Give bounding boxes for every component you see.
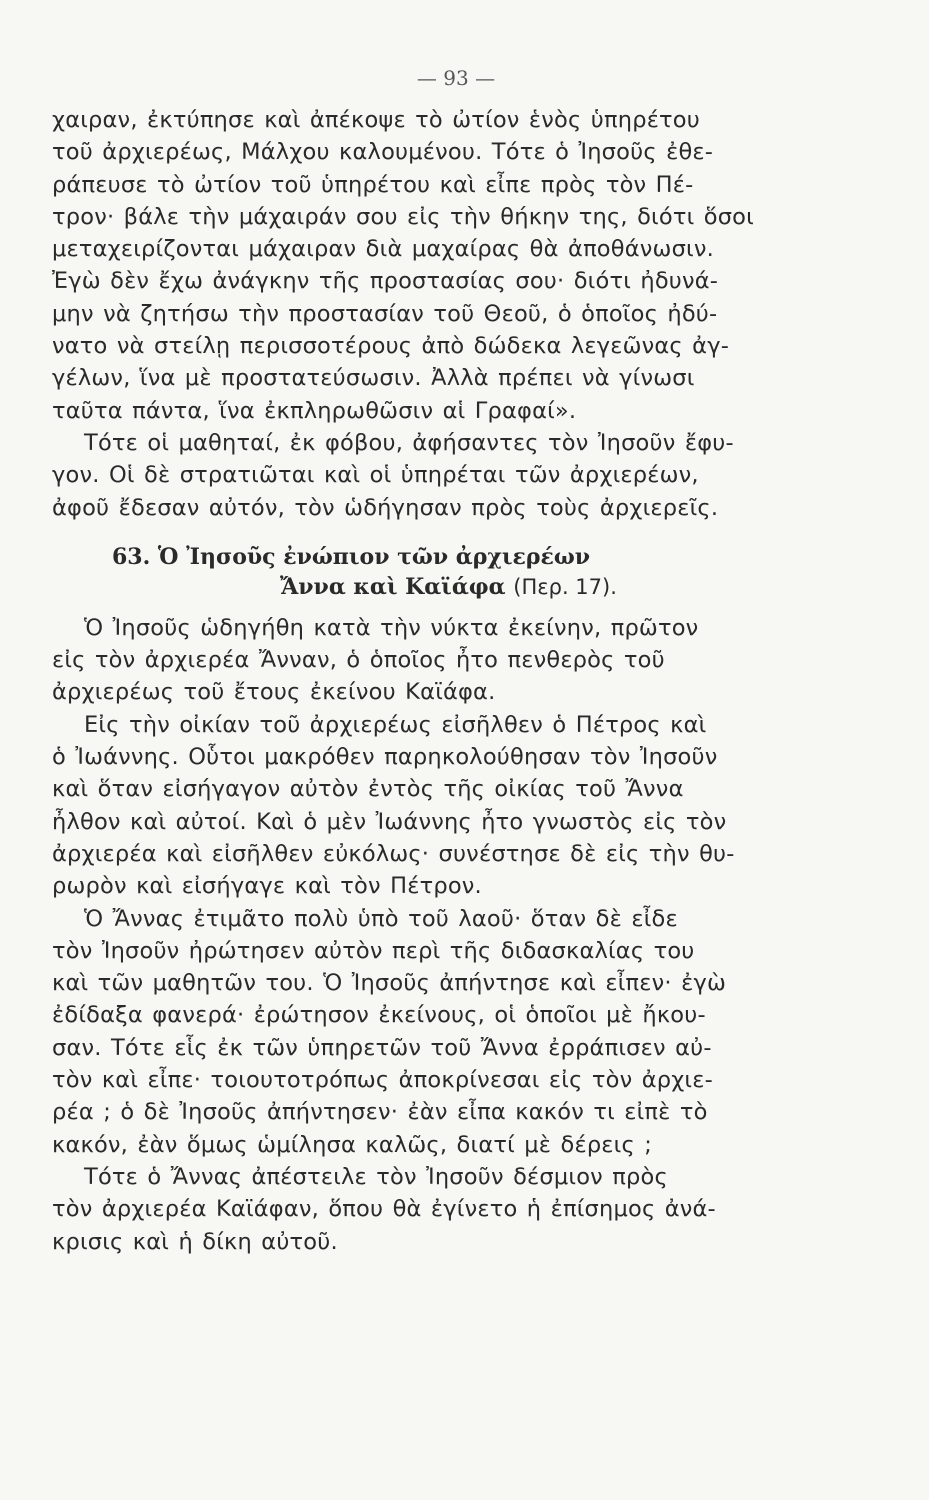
text-line: τοῦ ἀρχιερέως, Μάλχου καλουμένου. Τότε ὁ Ἰησοῦς ἐθε- bbox=[52, 139, 714, 166]
section-reference: (Περ. 17). bbox=[513, 574, 617, 599]
header-gap bbox=[52, 96, 832, 104]
text-line: τὸν Ἰησοῦν ἠρώτησεν αὐτὸν περὶ τῆς διδασκαλίας του bbox=[52, 937, 695, 964]
section-heading bbox=[52, 542, 832, 602]
paragraph bbox=[52, 612, 832, 709]
paragraph bbox=[52, 903, 832, 1161]
text-line: εἰς τὸν ἀρχιερέα Ἄνναν, ὁ ὁποῖος ἦτο πενθερὸς τοῦ bbox=[52, 647, 665, 674]
text-line: Τότε οἱ μαθηταί, ἐκ φόβου, ἀφήσαντες τὸν Ἰησοῦν ἔφυ- bbox=[84, 429, 734, 456]
text-before-heading bbox=[52, 104, 832, 524]
page-number: — 93 — bbox=[416, 66, 496, 90]
text-line: Ὁ Ἰησοῦς ὡδηγήθη κατὰ τὴν νύκτα ἐκείνην, πρῶτον bbox=[84, 614, 699, 641]
section-heading-line-1: 63. Ὁ Ἰησοῦς ἐνώπιον τῶν ἀρχιερέων bbox=[112, 543, 591, 570]
text-line: τρον· βάλε τὴν μάχαιράν σου εἰς τὴν θήκην της, διότι ὅσοι bbox=[52, 203, 754, 230]
section-heading-names: Ἄννα καὶ Καϊάφα bbox=[280, 573, 506, 600]
text-line: τὸν ἀρχιερέα Καϊάφαν, ὅπου θὰ ἐγίνετο ἡ ἐπίσημος ἀνά- bbox=[52, 1196, 716, 1223]
text-line: Εἰς τὴν οἰκίαν τοῦ ἀρχιερέως εἰσῆλθεν ὁ Πέτρος καὶ bbox=[84, 711, 707, 738]
paragraph bbox=[52, 1161, 832, 1258]
text-line: γον. Οἱ δὲ στρατιῶται καὶ οἱ ὑπηρέται τῶν ἀρχιερέων, bbox=[52, 462, 699, 489]
text-line: νατο νὰ στείλῃ περισσοτέρους ἀπὸ δώδεκα λεγεῶνας ἀγ- bbox=[52, 333, 730, 360]
text-line: ταῦτα πάντα, ἵνα ἐκπληρωθῶσιν αἱ Γραφαί». bbox=[52, 397, 577, 424]
text-line: ὁ Ἰωάννης. Οὗτοι μακρόθεν παρηκολούθησαν τὸν Ἰησοῦν bbox=[52, 744, 718, 771]
text-line: ἐδίδαξα φανερά· ἐρώτησον ἐκείνους, οἱ ὁποῖοι μὲ ἤκου- bbox=[52, 1002, 706, 1029]
text-line: ἦλθον καὶ αὐτοί. Καὶ ὁ μὲν Ἰωάννης ἦτο γνωστὸς εἰς τὸν bbox=[52, 808, 727, 835]
text-line: καὶ τῶν μαθητῶν του. Ὁ Ἰησοῦς ἀπήντησε καὶ εἶπεν· ἐγὼ bbox=[52, 970, 727, 997]
text-line: ἀρχιερέως τοῦ ἔτους ἐκείνου Καϊάφα. bbox=[52, 679, 496, 706]
text-line: χαιραν, ἐκτύπησε καὶ ἀπέκοψε τὸ ὠτίον ἑνὸς ὑπηρέτου bbox=[52, 107, 700, 133]
text-line: σαν. Τότε εἷς ἐκ τῶν ὑπηρετῶν τοῦ Ἄννα ἐρράπισεν αὐ- bbox=[52, 1034, 712, 1061]
text-line: τὸν καὶ εἶπε· τοιουτοτρόπως ἀποκρίνεσαι εἰς τὸν ἀρχιε- bbox=[52, 1067, 713, 1094]
text-line: μην νὰ ζητήσω τὴν προστασίαν τοῦ Θεοῦ, ὁ ὁποῖος ἠδύ- bbox=[52, 300, 718, 327]
text-line: ράπευσε τὸ ὠτίον τοῦ ὑπηρέτου καὶ εἶπε πρὸς τὸν Πέ- bbox=[52, 171, 694, 198]
text-line: ἀρχιερέα καὶ εἰσῆλθεν εὐκόλως· συνέστησε δὲ εἰς τὴν θυ- bbox=[52, 840, 735, 867]
text-line: μεταχειρίζονται μάχαιραν διὰ μαχαίρας θὰ ἀποθάνωσιν. bbox=[52, 236, 714, 263]
paragraph bbox=[52, 104, 832, 427]
text-line: καὶ ὅταν εἰσήγαγον αὐτὸν ἐντὸς τῆς οἰκίας τοῦ Ἄννα bbox=[52, 776, 684, 803]
book-page bbox=[52, 60, 832, 1258]
text-line: ἀφοῦ ἔδεσαν αὐτόν, τὸν ὡδήγησαν πρὸς τοὺς ἀρχιερεῖς. bbox=[52, 494, 719, 521]
text-after-heading bbox=[52, 612, 832, 1258]
paragraph bbox=[52, 709, 832, 903]
text-line: Ἐγὼ δὲν ἔχω ἀνάγκην τῆς προστασίας σου· διότι ἠδυνά- bbox=[52, 268, 719, 295]
text-line: Τότε ὁ Ἄννας ἀπέστειλε τὸν Ἰησοῦν δέσμιον πρὸς bbox=[84, 1163, 668, 1190]
section-heading-line-2 bbox=[52, 572, 832, 602]
text-line: Ὁ Ἄννας ἐτιμᾶτο πολὺ ὑπὸ τοῦ λαοῦ· ὅταν δὲ εἶδε bbox=[84, 905, 678, 932]
text-line: κρισις καὶ ἡ δίκη αὐτοῦ. bbox=[52, 1228, 338, 1255]
paragraph bbox=[52, 427, 832, 524]
text-line: ρωρὸν καὶ εἰσήγαγε καὶ τὸν Πέτρον. bbox=[52, 873, 482, 900]
text-line: γέλων, ἵνα μὲ προστατεύσωσιν. Ἀλλὰ πρέπει νὰ γίνωσι bbox=[52, 365, 695, 392]
text-line: κακόν, ἐὰν ὅμως ὡμίλησα καλῶς, διατί μὲ δέρεις ; bbox=[52, 1131, 653, 1158]
text-line: ρέα ; ὁ δὲ Ἰησοῦς ἀπήντησεν· ἐὰν εἶπα κακόν τι εἰπὲ τὸ bbox=[52, 1099, 708, 1126]
